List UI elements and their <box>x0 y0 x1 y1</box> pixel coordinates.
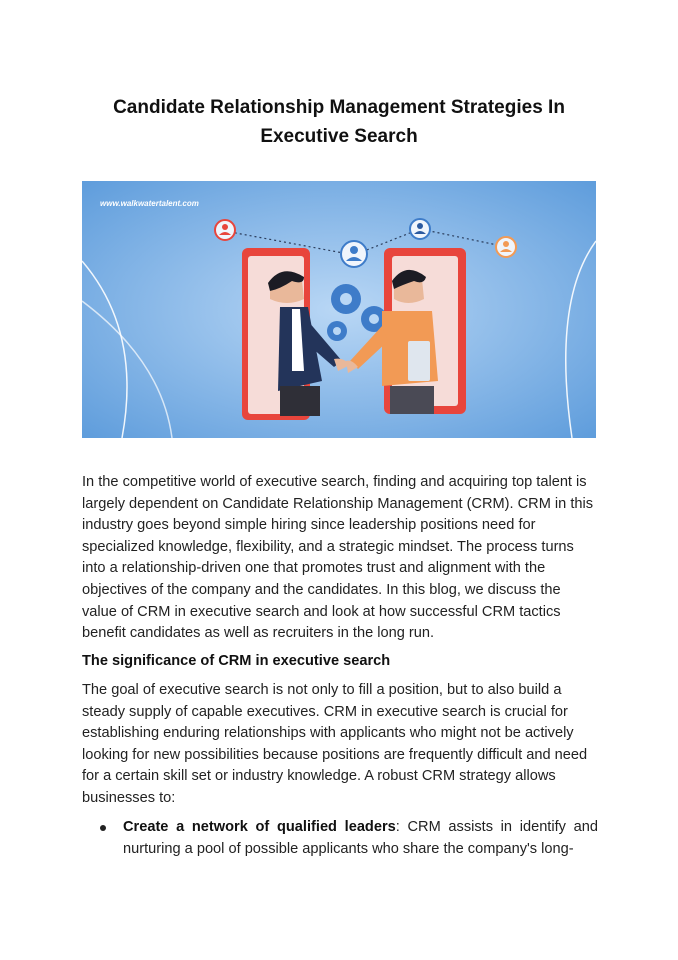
bullet-text <box>123 817 598 860</box>
bullet-bold-label: Create a network of qualified leaders <box>123 819 396 835</box>
bullet-body: : CRM assists in identify and nurturing a pool of possible applicants who share the company's long- <box>123 819 598 857</box>
section-heading: The significance of CRM in executive search <box>82 653 391 669</box>
hero-image <box>82 181 596 438</box>
watermark-text: www.walkwatertalent.com <box>100 199 199 208</box>
bullet-dot-icon <box>100 825 106 831</box>
person-pin-icon-red <box>215 220 235 240</box>
person-pin-icon-blue <box>341 241 367 267</box>
page-title: Candidate Relationship Management Strategies In Executive Search <box>113 96 565 147</box>
hero-illustration <box>82 181 596 438</box>
section-paragraph: The goal of executive search is not only to fill a position, but to also build a steady supply of capable executives. CRM in executive search is crucial for establishing enduring relationships with applicants who might not be actively looking for new possibilities because positions are frequently difficult and need for a certain skill set or industry knowledge. A robust CRM strategy allows businesses to: <box>82 682 588 806</box>
person-pin-icon-navy <box>410 219 430 239</box>
person-pin-icon-orange <box>496 237 516 257</box>
intro-paragraph: In the competitive world of executive search, finding and acquiring top talent is largely dependent on Candidate Relationship Management (CRM). CRM in this industry goes beyond simple hiring since leadership positions need for specialized knowledge, flexibility, and a strategic mindset. The process turns into a relationship-driven one that promotes trust and alignment with the objectives of the company and the candidates. In this blog, we discuss the value of CRM in executive search and look at how successful CRM tactics benefit candidates as well as recruiters in the long run. <box>82 474 594 642</box>
